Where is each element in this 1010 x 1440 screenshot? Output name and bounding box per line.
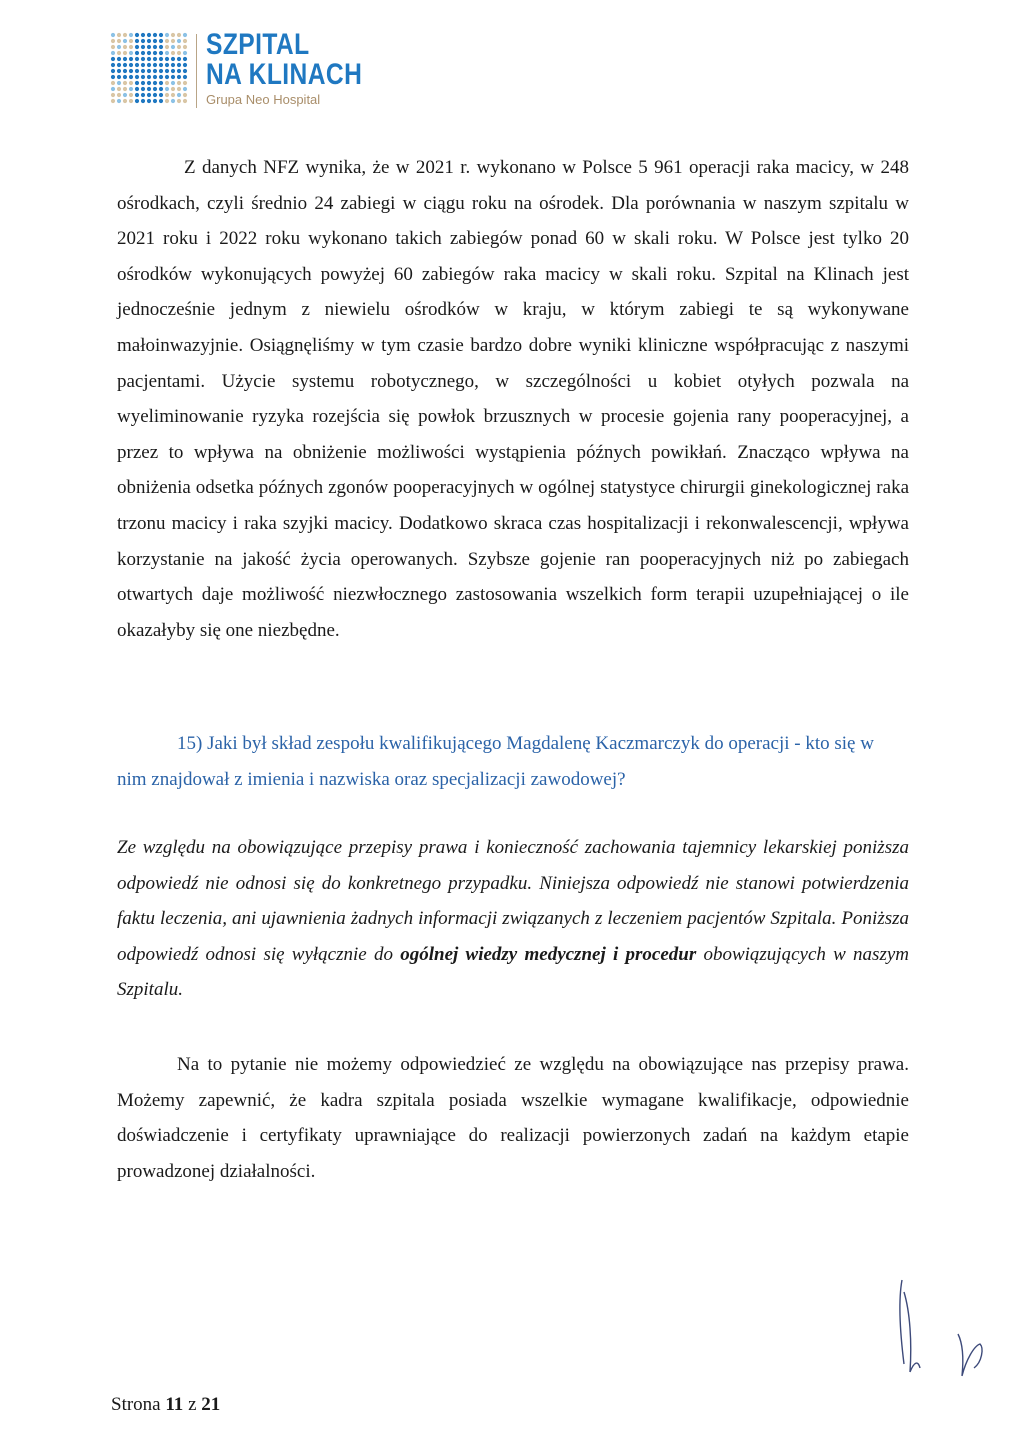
logo-title-line2: NA KLINACH: [206, 58, 363, 91]
logo-dot: [141, 87, 145, 91]
logo-dot: [129, 57, 133, 61]
logo-dot: [141, 57, 145, 61]
logo-dot: [123, 87, 127, 91]
logo-text: [206, 30, 397, 108]
logo-dot: [153, 99, 157, 103]
logo-dot: [129, 51, 133, 55]
logo-dot: [135, 69, 139, 73]
logo-dot: [171, 93, 175, 97]
logo-dot: [183, 33, 187, 37]
logo-dot: [117, 87, 121, 91]
logo-dot: [183, 87, 187, 91]
page-separator: z: [188, 1394, 197, 1415]
logo-dot: [183, 51, 187, 55]
logo-dot: [171, 57, 175, 61]
logo-dot: [183, 99, 187, 103]
logo-dot: [165, 75, 169, 79]
logo-dot: [135, 93, 139, 97]
logo-dot: [159, 45, 163, 49]
logo-dot: [159, 39, 163, 43]
logo-dot: [141, 51, 145, 55]
logo-dot: [177, 87, 181, 91]
logo-dot: [147, 39, 151, 43]
logo-dot: [111, 45, 115, 49]
logo-dot: [117, 81, 121, 85]
logo-dot: [183, 75, 187, 79]
logo-dot: [123, 99, 127, 103]
logo-dot: [147, 93, 151, 97]
logo-dot: [171, 51, 175, 55]
logo-dot: [171, 87, 175, 91]
logo-dot: [111, 39, 115, 43]
logo-dot: [123, 33, 127, 37]
logo-dot: [123, 81, 127, 85]
logo-dot: [147, 57, 151, 61]
logo-dot: [123, 45, 127, 49]
logo-dot: [135, 45, 139, 49]
logo-dot: [165, 51, 169, 55]
logo-dot: [123, 69, 127, 73]
logo-dot: [141, 33, 145, 37]
logo-dot: [117, 45, 121, 49]
logo-dot: [171, 39, 175, 43]
question-15: 15) Jaki był skład zespołu kwalifikującego Magdalenę Kaczmarczyk do operacji - kto się w nim znajdował z imienia i nazwiska oraz specjalizacji zawodowej?: [117, 733, 874, 790]
logo-dot: [135, 75, 139, 79]
logo-dot: [153, 57, 157, 61]
page-number: [111, 1394, 220, 1416]
logo-dot: [111, 93, 115, 97]
logo-dot: [117, 69, 121, 73]
logo-dot: [147, 51, 151, 55]
page-current: 11: [165, 1394, 184, 1415]
logo-dot: [165, 57, 169, 61]
logo-dot: [111, 51, 115, 55]
logo-dot: [153, 33, 157, 37]
logo-dot: [159, 75, 163, 79]
logo-dot: [183, 81, 187, 85]
logo-dot: [177, 63, 181, 67]
logo-dot: [147, 87, 151, 91]
logo-dot: [117, 39, 121, 43]
logo-dot: [177, 99, 181, 103]
logo-dot: [135, 57, 139, 61]
logo-dot: [123, 57, 127, 61]
logo-dot: [177, 57, 181, 61]
logo-dot: [117, 51, 121, 55]
logo-dot: [159, 69, 163, 73]
disclaimer-text-1: Ze względu na obowiązujące przepisy prawa i konieczność zachowania tajemnicy lekarskiej poniższa odpowiedź nie odnosi się do konkretnego przypadku. Niniejsza odpowiedź nie stanowi potwierdzenia faktu leczenia, ani ujawnienia żadnych informacji związanych z leczeniem pacjentów Szpitala. Poniższa odpowiedź odnosi się wyłącznie do: [117, 837, 909, 965]
logo-dot: [111, 99, 115, 103]
logo-dot: [165, 99, 169, 103]
logo-title-line1: SZPITAL: [206, 28, 310, 61]
logo-dot: [123, 63, 127, 67]
logo-dot: [147, 75, 151, 79]
logo-dot: [153, 39, 157, 43]
logo-dot: [177, 75, 181, 79]
logo-dot: [129, 69, 133, 73]
logo-dot: [159, 99, 163, 103]
logo-dot: [159, 93, 163, 97]
logo-dot: [117, 57, 121, 61]
logo-dot: [129, 81, 133, 85]
logo-dot: [183, 63, 187, 67]
logo-dot: [177, 39, 181, 43]
logo-dot: [165, 63, 169, 67]
logo-dot: [141, 45, 145, 49]
logo-dot: [177, 93, 181, 97]
logo-subtitle: Grupa Neo Hospital: [206, 92, 321, 107]
paragraph-disclaimer: [117, 830, 909, 1008]
logo-dot: [123, 93, 127, 97]
logo-dot: [165, 33, 169, 37]
logo-dot: [141, 69, 145, 73]
logo-dot: [153, 93, 157, 97]
logo-dot: [183, 39, 187, 43]
logo-dot: [153, 75, 157, 79]
logo-dot: [141, 81, 145, 85]
logo-dot: [111, 69, 115, 73]
logo-dot: [135, 99, 139, 103]
logo-dot: [147, 45, 151, 49]
logo-dot: [123, 39, 127, 43]
logo-dot: [129, 87, 133, 91]
logo-dot: [111, 33, 115, 37]
logo-dot: [171, 33, 175, 37]
logo-dot: [159, 81, 163, 85]
logo-dot: [177, 45, 181, 49]
logo-dot: [159, 63, 163, 67]
logo-dot: [129, 33, 133, 37]
logo-dot: [159, 87, 163, 91]
logo-dot: [183, 69, 187, 73]
logo-dot: [171, 81, 175, 85]
logo-dot: [171, 63, 175, 67]
disclaimer-text-2: obowiązujących w naszym Szpitalu.: [117, 943, 909, 1001]
page-total: 21: [201, 1394, 221, 1415]
logo-dot: [183, 93, 187, 97]
logo-dot: [147, 81, 151, 85]
logo-dot: [147, 63, 151, 67]
logo-dot: [135, 51, 139, 55]
logo-dot: [153, 69, 157, 73]
logo-dot: [153, 87, 157, 91]
logo-dot: [111, 63, 115, 67]
logo-dot: [129, 39, 133, 43]
logo-divider: [196, 34, 197, 108]
logo-dot: [117, 93, 121, 97]
logo-dot: [153, 63, 157, 67]
logo-dot: [123, 51, 127, 55]
logo-dot: [141, 99, 145, 103]
logo-dot: [165, 39, 169, 43]
logo-dot: [117, 33, 121, 37]
logo-dot: [165, 69, 169, 73]
logo-dot: [165, 87, 169, 91]
disclaimer-bold: ogólnej wiedzy medycznej i procedur: [400, 943, 697, 965]
logo-dot: [153, 45, 157, 49]
logo-dot: [153, 81, 157, 85]
logo-dot: [141, 93, 145, 97]
logo-dot: [117, 99, 121, 103]
logo-dot: [129, 75, 133, 79]
logo-dot: [171, 99, 175, 103]
logo-dot: [147, 33, 151, 37]
paragraph-answer: Na to pytanie nie możemy odpowiedzieć ze względu na obowiązujące nas przepisy prawa. Możemy zapewnić, że kadra szpitala posiada wszelkie wymagane kwalifikacje, odpowiednie doświadczenie i certyfikaty uprawniające do realizacji powierzonych zadań na każdym etapie prowadzonej działalności.: [117, 1054, 909, 1182]
logo-dot: [159, 57, 163, 61]
logo-dot: [153, 51, 157, 55]
logo-dot: [159, 33, 163, 37]
page-prefix: Strona: [111, 1394, 161, 1415]
logo-dot: [177, 69, 181, 73]
logo-dot: [165, 93, 169, 97]
logo-dot: [177, 81, 181, 85]
hospital-logo: [110, 30, 370, 112]
logo-dot: [111, 81, 115, 85]
logo-dot: [147, 99, 151, 103]
logo-dot: [111, 57, 115, 61]
logo-dot: [183, 45, 187, 49]
logo-dot: [129, 93, 133, 97]
logo-dot: [135, 63, 139, 67]
logo-dot: [135, 87, 139, 91]
handwritten-signature: [888, 1272, 988, 1382]
logo-dot: [183, 57, 187, 61]
logo-dot: [117, 63, 121, 67]
logo-dot: [141, 75, 145, 79]
logo-dot: [141, 63, 145, 67]
logo-dot: [135, 81, 139, 85]
logo-dot: [159, 51, 163, 55]
logo-dot: [177, 51, 181, 55]
logo-dot: [171, 45, 175, 49]
logo-dot: [123, 75, 127, 79]
logo-dot: [111, 75, 115, 79]
logo-dot: [117, 75, 121, 79]
logo-dot: [141, 39, 145, 43]
logo-dot: [171, 69, 175, 73]
logo-dot: [147, 69, 151, 73]
logo-dot: [129, 63, 133, 67]
paragraph-statistics: Z danych NFZ wynika, że w 2021 r. wykonano w Polsce 5 961 operacji raka macicy, w 248 ośrodkach, czyli średnio 24 zabiegi w ciągu roku na ośrodek. Dla porównania w naszym szpitalu w 2021 roku i 2022 roku wykonano takich zabiegów ponad 60 w skali roku. W Polsce jest tylko 20 ośrodków wykonujących powyżej 60 zabiegów raka macicy w skali roku. Szpital na Klinach jest jednocześnie jednym z niewielu ośrodków w kraju, w którym zabiegi te są wykonywane małoinwazyjnie. Osiągnęliśmy w tym czasie bardzo dobre wyniki kliniczne współpracując z naszymi pacjentami. Użycie systemu robotycznego, w szczególności u kobiet otyłych pozwala na wyeliminowanie ryzyka rozejścia się powłok brzusznych w procesie gojenia rany pooperacyjnej, a przez to wpływa na obniżenie możliwości wystąpienia późnych powikłań. Znacząco wpływa na obniżenia odsetka późnych zgonów pooperacyjnych w ogólnej statystyce chirurgii ginekologicznej raka trzonu macicy i raka szyjki macicy. Dodatkowo skraca czas hospitalizacji i rekonwalescencji, wpływa korzystanie na jakość życia operowanych. Szybsze gojenie ran pooperacyjnych niż po zabiegach otwartych daje możliwość niezwłocznego zastosowania wszelkich form terapii uzupełniającej o ile okazałyby się one niezbędne.: [117, 157, 909, 641]
logo-dot: [135, 39, 139, 43]
logo-dot-grid-icon: [110, 32, 188, 108]
logo-dot: [129, 45, 133, 49]
logo-dot: [165, 81, 169, 85]
logo-dot: [135, 33, 139, 37]
logo-dot: [171, 75, 175, 79]
logo-dot: [165, 45, 169, 49]
logo-dot: [111, 87, 115, 91]
logo-dot: [177, 33, 181, 37]
logo-dot: [129, 99, 133, 103]
